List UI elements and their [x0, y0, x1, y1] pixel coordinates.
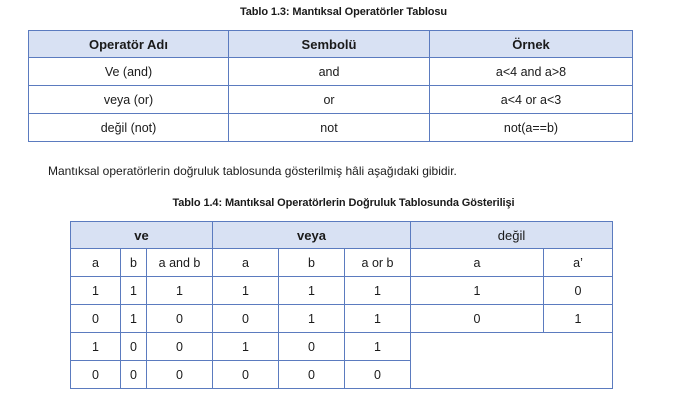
table-1-4-caption: Tablo 1.4: Mantıksal Operatörlerin Doğruluk Tablosunda Gösterilişi — [172, 197, 515, 209]
logical-operators-table — [28, 30, 633, 142]
table-cell: 0 — [121, 333, 147, 361]
table-cell: 0 — [147, 361, 213, 389]
table-cell: not(a==b) — [430, 114, 633, 142]
table-cell: 1 — [279, 305, 345, 333]
group-header-not: değil — [411, 222, 613, 249]
table-cell: 0 — [345, 361, 411, 389]
empty-cell — [411, 333, 613, 389]
group-header-and: ve — [71, 222, 213, 249]
subheader-cell: a and b — [147, 249, 213, 277]
table-row — [29, 58, 633, 86]
truth-table — [70, 221, 613, 389]
table-cell: a<4 and a>8 — [430, 58, 633, 86]
table-cell: 1 — [213, 277, 279, 305]
table-row — [29, 86, 633, 114]
subheader-cell: b — [121, 249, 147, 277]
table-cell: değil (not) — [29, 114, 229, 142]
table-cell: and — [229, 58, 430, 86]
body-paragraph: Mantıksal operatörlerin doğruluk tablosunda gösterilmiş hâli aşağıdaki gibidir. — [48, 164, 457, 178]
table-cell: 1 — [411, 277, 544, 305]
table-cell: 0 — [279, 361, 345, 389]
table-cell: 1 — [121, 305, 147, 333]
table-cell: veya (or) — [29, 86, 229, 114]
subheader-cell: a — [71, 249, 121, 277]
table-cell: 0 — [544, 277, 613, 305]
group-header-row — [71, 222, 613, 249]
table-cell: 1 — [121, 277, 147, 305]
table-cell: or — [229, 86, 430, 114]
table-cell: 1 — [213, 333, 279, 361]
table-cell: 0 — [213, 361, 279, 389]
table-cell: 0 — [147, 305, 213, 333]
subheader-cell: a or b — [345, 249, 411, 277]
table-cell: 1 — [345, 305, 411, 333]
table-cell: Ve (and) — [29, 58, 229, 86]
table-cell: a<4 or a<3 — [430, 86, 633, 114]
table-cell: not — [229, 114, 430, 142]
header-example: Örnek — [430, 31, 633, 58]
table-cell: 0 — [411, 305, 544, 333]
subheader-cell: a — [411, 249, 544, 277]
table-header-row — [29, 31, 633, 58]
table-cell: 1 — [345, 277, 411, 305]
subheader-row — [71, 249, 613, 277]
table-cell: 0 — [213, 305, 279, 333]
table-cell: 0 — [71, 361, 121, 389]
table-row — [71, 305, 613, 333]
table-row — [29, 114, 633, 142]
table-1-3-caption: Tablo 1.3: Mantıksal Operatörler Tablosu — [239, 6, 448, 18]
subheader-cell: a’ — [544, 249, 613, 277]
table-cell: 0 — [121, 361, 147, 389]
table-cell: 1 — [345, 333, 411, 361]
table-cell: 0 — [147, 333, 213, 361]
table-cell: 0 — [71, 305, 121, 333]
table-row — [71, 333, 613, 361]
table-cell: 0 — [279, 333, 345, 361]
table-cell: 1 — [544, 305, 613, 333]
table-cell: 1 — [279, 277, 345, 305]
group-header-or: veya — [213, 222, 411, 249]
table-row — [71, 277, 613, 305]
header-symbol: Sembolü — [229, 31, 430, 58]
table-cell: 1 — [71, 333, 121, 361]
table-cell: 1 — [147, 277, 213, 305]
header-operator-name: Operatör Adı — [29, 31, 229, 58]
table-cell: 1 — [71, 277, 121, 305]
subheader-cell: b — [279, 249, 345, 277]
subheader-cell: a — [213, 249, 279, 277]
